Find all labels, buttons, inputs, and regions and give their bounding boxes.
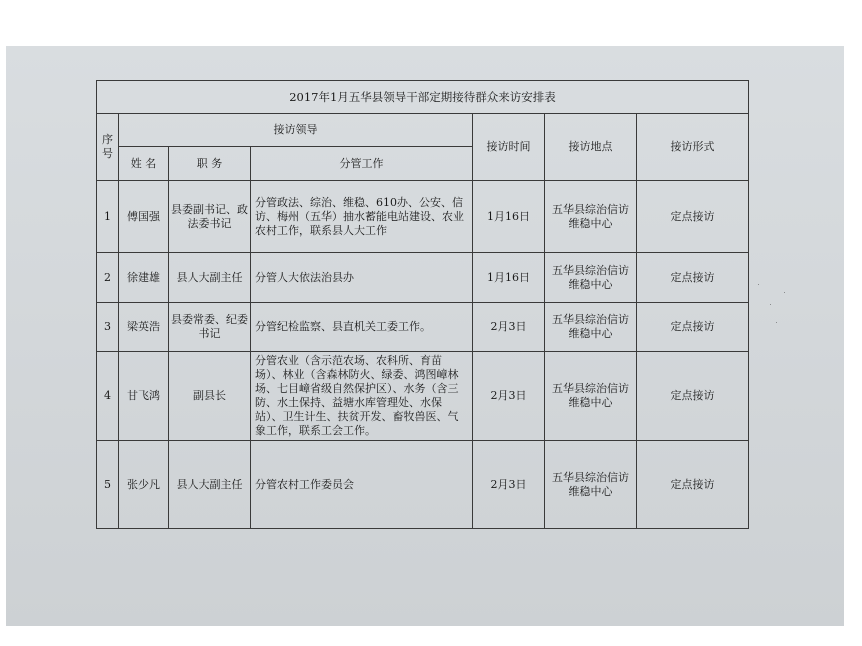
reception-schedule-table	[96, 80, 749, 529]
format-cell: 定点接访	[637, 303, 749, 352]
position-header: 职 务	[169, 147, 251, 181]
location-cell: 五华县综治信访维稳中心	[545, 303, 637, 352]
seq-cell: 4	[97, 352, 119, 441]
location-cell: 五华县综治信访维稳中心	[545, 352, 637, 441]
paper-speck	[776, 322, 777, 323]
time-cell: 2月3日	[473, 303, 545, 352]
seq-header	[97, 114, 119, 181]
seq-cell: 2	[97, 253, 119, 303]
time-cell: 1月16日	[473, 181, 545, 253]
time-cell: 1月16日	[473, 253, 545, 303]
format-cell: 定点接访	[637, 181, 749, 253]
table-row	[97, 181, 749, 253]
paper-speck	[784, 292, 785, 293]
location-cell: 五华县综治信访维稳中心	[545, 181, 637, 253]
name-cell: 张少凡	[119, 441, 169, 529]
table-title: 2017年1月五华县领导干部定期接待群众来访安排表	[97, 81, 749, 114]
title-row	[97, 81, 749, 114]
duties-cell: 分管人大依法治县办	[251, 253, 473, 303]
name-cell: 梁英浩	[119, 303, 169, 352]
duties-cell: 分管政法、综治、维稳、610办、公安、信访、梅州（五华）抽水蓄能电站建设、农业农村工作，联系县人大工作	[251, 181, 473, 253]
seq-header-label: 序号	[102, 133, 113, 160]
format-header: 接访形式	[637, 114, 749, 181]
name-cell: 徐建雄	[119, 253, 169, 303]
seq-cell: 1	[97, 181, 119, 253]
duties-header: 分管工作	[251, 147, 473, 181]
paper-speck	[758, 284, 759, 285]
position-cell: 县人大副主任	[169, 441, 251, 529]
name-cell: 甘飞鸿	[119, 352, 169, 441]
format-cell: 定点接访	[637, 352, 749, 441]
time-cell: 2月3日	[473, 352, 545, 441]
position-cell: 县委常委、纪委书记	[169, 303, 251, 352]
position-cell: 副县长	[169, 352, 251, 441]
format-cell: 定点接访	[637, 441, 749, 529]
time-cell: 2月3日	[473, 441, 545, 529]
leader-group-header: 接访领导	[119, 114, 473, 147]
position-cell: 县人大副主任	[169, 253, 251, 303]
location-cell: 五华县综治信访维稳中心	[545, 441, 637, 529]
duties-cell: 分管农业（含示范农场、农科所、育苗场）、林业（含森林防火、绿委、鸿图嶂林场、七目嶂省级自然保护区）、水务（含三防、水土保持、益塘水库管理处、水保站）、卫生计生、扶贫开发、畜牧兽医、气象工作，联系工会工作。	[251, 352, 473, 441]
duties-cell: 分管纪检监察、县直机关工委工作。	[251, 303, 473, 352]
location-header: 接访地点	[545, 114, 637, 181]
table-row	[97, 253, 749, 303]
time-header: 接访时间	[473, 114, 545, 181]
paper-speck	[770, 304, 771, 305]
table-row	[97, 352, 749, 441]
duties-cell: 分管农村工作委员会	[251, 441, 473, 529]
location-cell: 五华县综治信访维稳中心	[545, 253, 637, 303]
seq-cell: 5	[97, 441, 119, 529]
header-row-top	[97, 114, 749, 147]
table-row	[97, 303, 749, 352]
format-cell: 定点接访	[637, 253, 749, 303]
name-cell: 傅国强	[119, 181, 169, 253]
table-row	[97, 441, 749, 529]
name-header: 姓 名	[119, 147, 169, 181]
position-cell: 县委副书记、政法委书记	[169, 181, 251, 253]
seq-cell: 3	[97, 303, 119, 352]
